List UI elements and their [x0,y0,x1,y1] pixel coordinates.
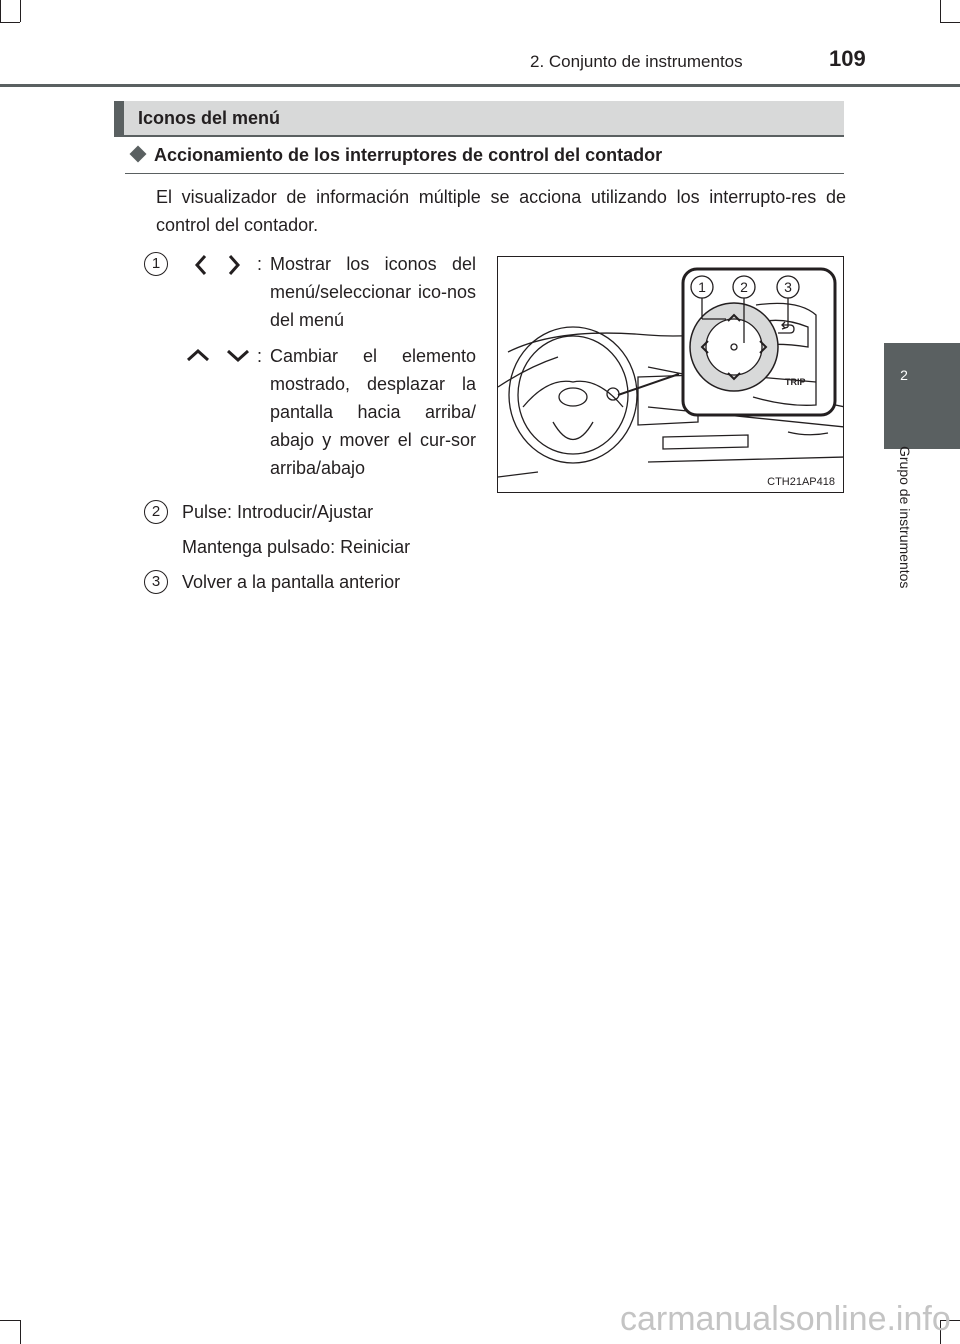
header-section-title: 2. Conjunto de instrumentos [530,52,743,71]
dashboard-drawing [498,257,844,493]
subheading [129,145,662,166]
item-3-text: Volver a la pantalla anterior [182,572,401,592]
steering-wheel-illustration [497,256,844,493]
item-1-description: Mostrar los iconos del menú/seleccionar ico-nos del menú [270,254,476,330]
section-heading [114,101,844,137]
item-number-2: 2 [144,500,168,524]
subheading-text: Accionamiento de los interruptores de control del contador [154,145,663,165]
header-rule [0,84,960,87]
crop-mark [0,22,20,23]
crop-mark [940,0,941,22]
section-heading-text: Iconos del menú [138,108,281,128]
crop-mark [940,22,960,23]
crop-mark [0,0,1,22]
intro-paragraph: El visualizador de información múltiple se acciona utilizando los interrupto-res de control del contador. [156,187,846,235]
trip-button-label: TRIP [785,377,806,387]
watermark: carmanualsonline.info [620,1300,951,1338]
diamond-icon [130,146,147,163]
page-number: 109 [829,46,866,71]
item-updown-description: Cambiar el elemento mostrado, desplazar la pantalla hacia arriba/ abajo y mover el cur-sor arriba/abajo [270,346,476,478]
left-right-arrows-icon [190,252,250,278]
colon: : [257,254,263,274]
callout-2: 2 [740,279,748,295]
item-number-1: 1 [144,252,168,276]
item-2-line2: Mantenga pulsado: Reiniciar [182,537,411,557]
colon: : [257,346,263,366]
callout-3: 3 [784,279,792,295]
figure-code: CTH21AP418 [767,476,835,488]
side-tab-number: 2 [900,367,908,383]
item-2-line1: Pulse: Introducir/Ajustar [182,502,374,522]
side-tab [884,343,960,449]
subheading-rule [125,173,844,174]
item-number-3: 3 [144,570,168,594]
callout-1: 1 [698,279,706,295]
heading-bar [114,101,124,135]
crop-mark [20,0,21,22]
crop-mark [20,1320,21,1344]
up-down-arrows-icon [184,344,254,366]
crop-mark [0,1320,20,1321]
side-tab-label: Grupo de instrumentos [897,446,913,589]
